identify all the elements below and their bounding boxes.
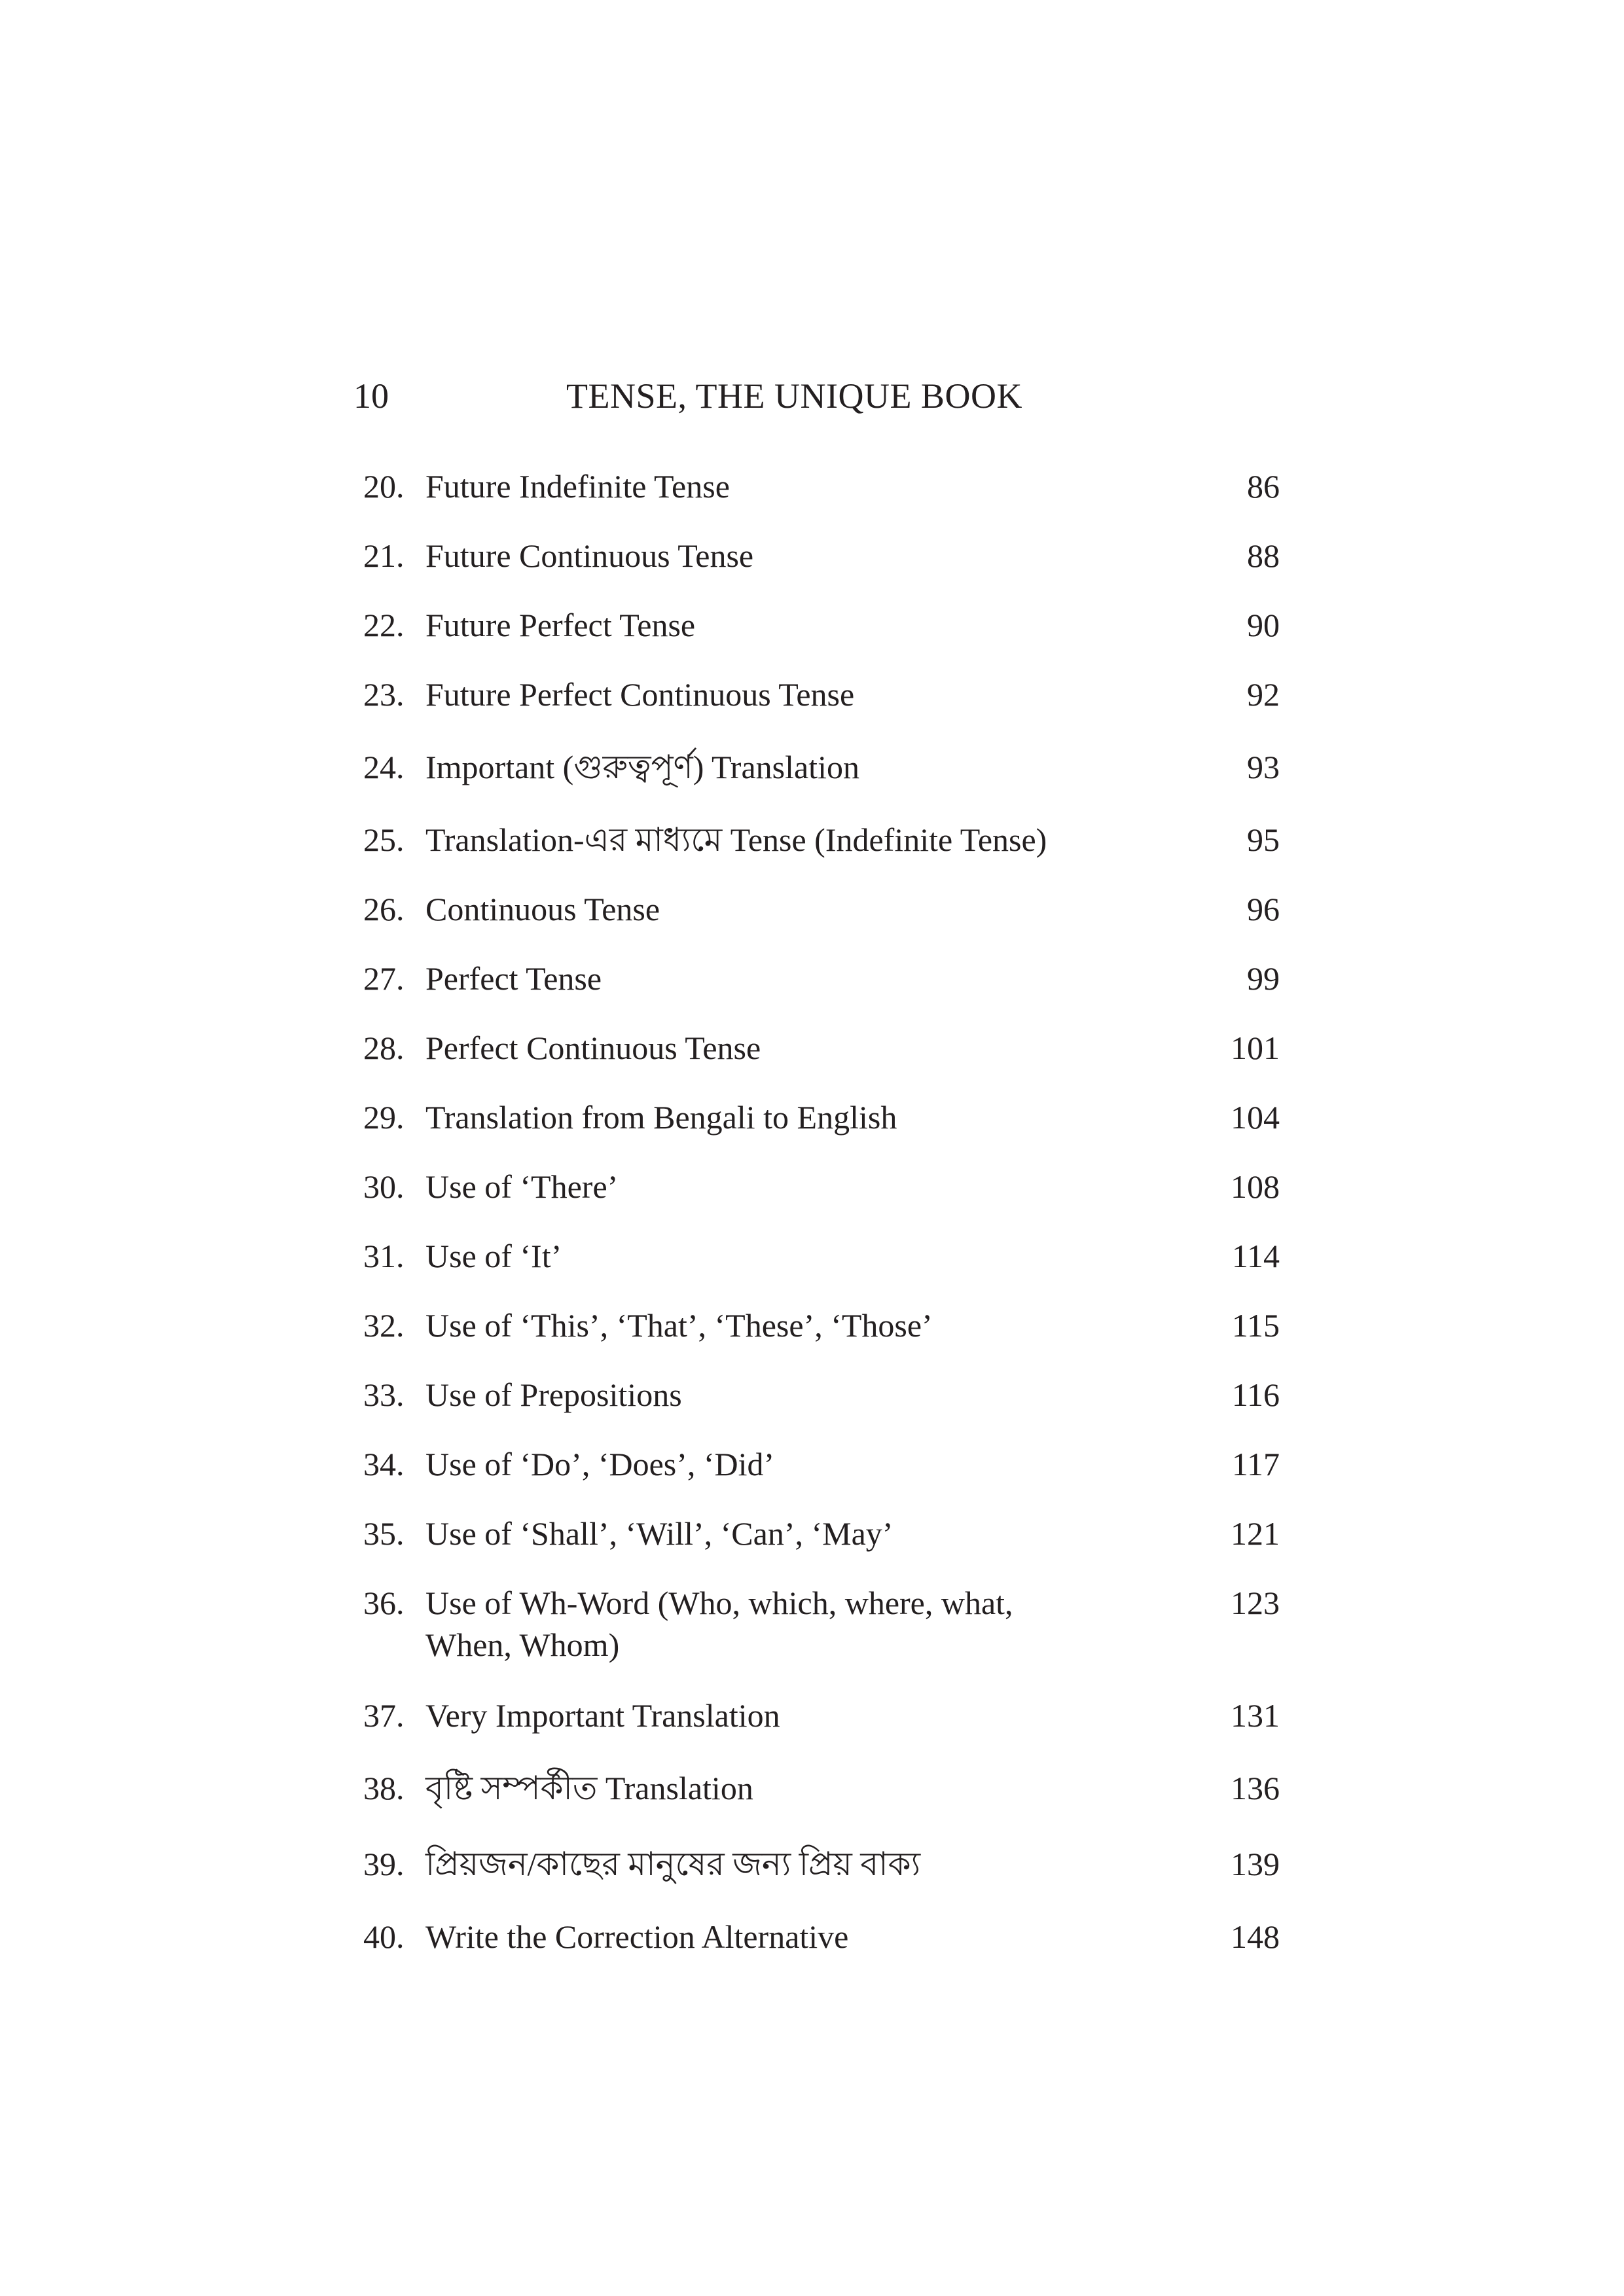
toc-entry — [363, 1499, 1280, 1568]
toc-entry-title: Perfect Continuous Tense — [425, 1030, 761, 1066]
toc-entry-title: Future Perfect Tense — [425, 607, 696, 643]
running-title: TENSE, THE UNIQUE BOOK — [566, 376, 1022, 416]
toc-entry-page: 114 — [1231, 1238, 1280, 1274]
toc-entry-page: 101 — [1231, 1030, 1280, 1066]
toc-entry — [363, 1568, 1280, 1681]
toc-entry — [363, 874, 1280, 944]
toc-entry-page: 88 — [1247, 537, 1280, 574]
toc-entry-page: 108 — [1231, 1168, 1280, 1205]
page-header — [353, 367, 1270, 425]
toc-entry-number: 20. — [363, 468, 405, 505]
toc-entry — [363, 729, 1280, 805]
toc-entry — [363, 944, 1280, 1013]
toc-entry-page: 93 — [1247, 749, 1280, 785]
toc-entry — [363, 1826, 1280, 1902]
toc-entry-page: 86 — [1247, 468, 1280, 505]
toc-entry — [363, 1013, 1280, 1083]
toc-entry — [363, 1152, 1280, 1221]
toc-entry — [363, 1681, 1280, 1750]
toc-entry-number: 21. — [363, 537, 405, 574]
toc-entry-number: 26. — [363, 891, 405, 927]
toc-entry-title: Future Continuous Tense — [425, 537, 754, 574]
toc-entry-title: প্রিয়জন/কাছের মানুষের জন্য প্রিয় বাক্য — [425, 1846, 921, 1882]
toc-entry-page: 139 — [1231, 1846, 1280, 1882]
toc-entry-number: 36. — [363, 1585, 405, 1621]
toc-entry-number: 32. — [363, 1307, 405, 1344]
toc-entry-page: 121 — [1231, 1515, 1280, 1552]
toc-entry-page: 136 — [1231, 1770, 1280, 1806]
toc-entry — [363, 521, 1280, 590]
toc-entry-page: 123 — [1231, 1585, 1280, 1621]
toc-entry-number: 37. — [363, 1697, 405, 1734]
toc-entry — [363, 1902, 1280, 1971]
toc-entry-title: Very Important Translation — [425, 1697, 780, 1734]
toc-entry — [363, 452, 1280, 521]
table-of-contents — [363, 452, 1280, 1971]
toc-entry-title: Perfect Tense — [425, 960, 602, 997]
toc-entry-page: 116 — [1231, 1376, 1280, 1413]
toc-entry — [363, 1221, 1280, 1291]
toc-entry-title: Future Indefinite Tense — [425, 468, 730, 505]
toc-entry-number: 25. — [363, 821, 405, 858]
toc-entry-number: 40. — [363, 1918, 405, 1955]
toc-entry — [363, 1360, 1280, 1429]
toc-entry-page: 90 — [1247, 607, 1280, 643]
toc-entry-page: 104 — [1231, 1099, 1280, 1136]
toc-entry-number: 23. — [363, 676, 405, 713]
toc-entry-title: Important (গুরুত্বপূর্ণ) Translation — [425, 749, 859, 785]
toc-entry-title: Translation from Bengali to English — [425, 1099, 897, 1136]
toc-entry — [363, 660, 1280, 729]
toc-entry — [363, 1083, 1280, 1152]
toc-entry-title: Continuous Tense — [425, 891, 660, 927]
toc-entry-page: 115 — [1231, 1307, 1280, 1344]
toc-entry-title: Use of ‘Do’, ‘Does’, ‘Did’ — [425, 1446, 775, 1482]
toc-entry-title: বৃষ্টি সম্পর্কীত Translation — [425, 1770, 753, 1806]
toc-entry-number: 38. — [363, 1770, 405, 1806]
toc-entry — [363, 1291, 1280, 1360]
toc-entry-title: Use of ‘Shall’, ‘Will’, ‘Can’, ‘May’ — [425, 1515, 893, 1552]
toc-entry-page: 117 — [1231, 1446, 1280, 1482]
toc-entry-page: 96 — [1247, 891, 1280, 927]
toc-entry-number: 31. — [363, 1238, 405, 1274]
toc-entry-page: 95 — [1247, 821, 1280, 858]
toc-entry-number: 27. — [363, 960, 405, 997]
toc-entry-number: 34. — [363, 1446, 405, 1482]
toc-entry-title: Use of ‘It’ — [425, 1238, 562, 1274]
toc-entry-title: Write the Correction Alternative — [425, 1918, 849, 1955]
toc-entry — [363, 805, 1280, 874]
toc-entry-number: 35. — [363, 1515, 405, 1552]
toc-entry-number: 24. — [363, 749, 405, 785]
toc-entry — [363, 590, 1280, 660]
toc-entry-title: Use of Prepositions — [425, 1376, 682, 1413]
toc-entry-title: Use of ‘This’, ‘That’, ‘These’, ‘Those’ — [425, 1307, 933, 1344]
toc-entry-title: Future Perfect Continuous Tense — [425, 676, 855, 713]
toc-entry-page: 92 — [1247, 676, 1280, 713]
toc-entry-number: 30. — [363, 1168, 405, 1205]
toc-entry-page: 99 — [1247, 960, 1280, 997]
toc-entry — [363, 1429, 1280, 1499]
toc-entry-page: 131 — [1231, 1697, 1280, 1734]
toc-entry-number: 29. — [363, 1099, 405, 1136]
toc-entry-number: 33. — [363, 1376, 405, 1413]
toc-entry-number: 22. — [363, 607, 405, 643]
toc-entry-title: Translation-এর মাধ্যমে Tense (Indefinite Tense) — [425, 821, 1047, 858]
toc-entry-number: 28. — [363, 1030, 405, 1066]
toc-entry-title: Use of ‘There’ — [425, 1168, 619, 1205]
page-number: 10 — [353, 376, 389, 416]
toc-entry-page: 148 — [1231, 1918, 1280, 1955]
toc-entry-number: 39. — [363, 1846, 405, 1882]
toc-entry-title: Use of Wh-Word (Who, which, where, what, When, Whom) — [425, 1585, 1013, 1663]
toc-entry — [363, 1750, 1280, 1826]
